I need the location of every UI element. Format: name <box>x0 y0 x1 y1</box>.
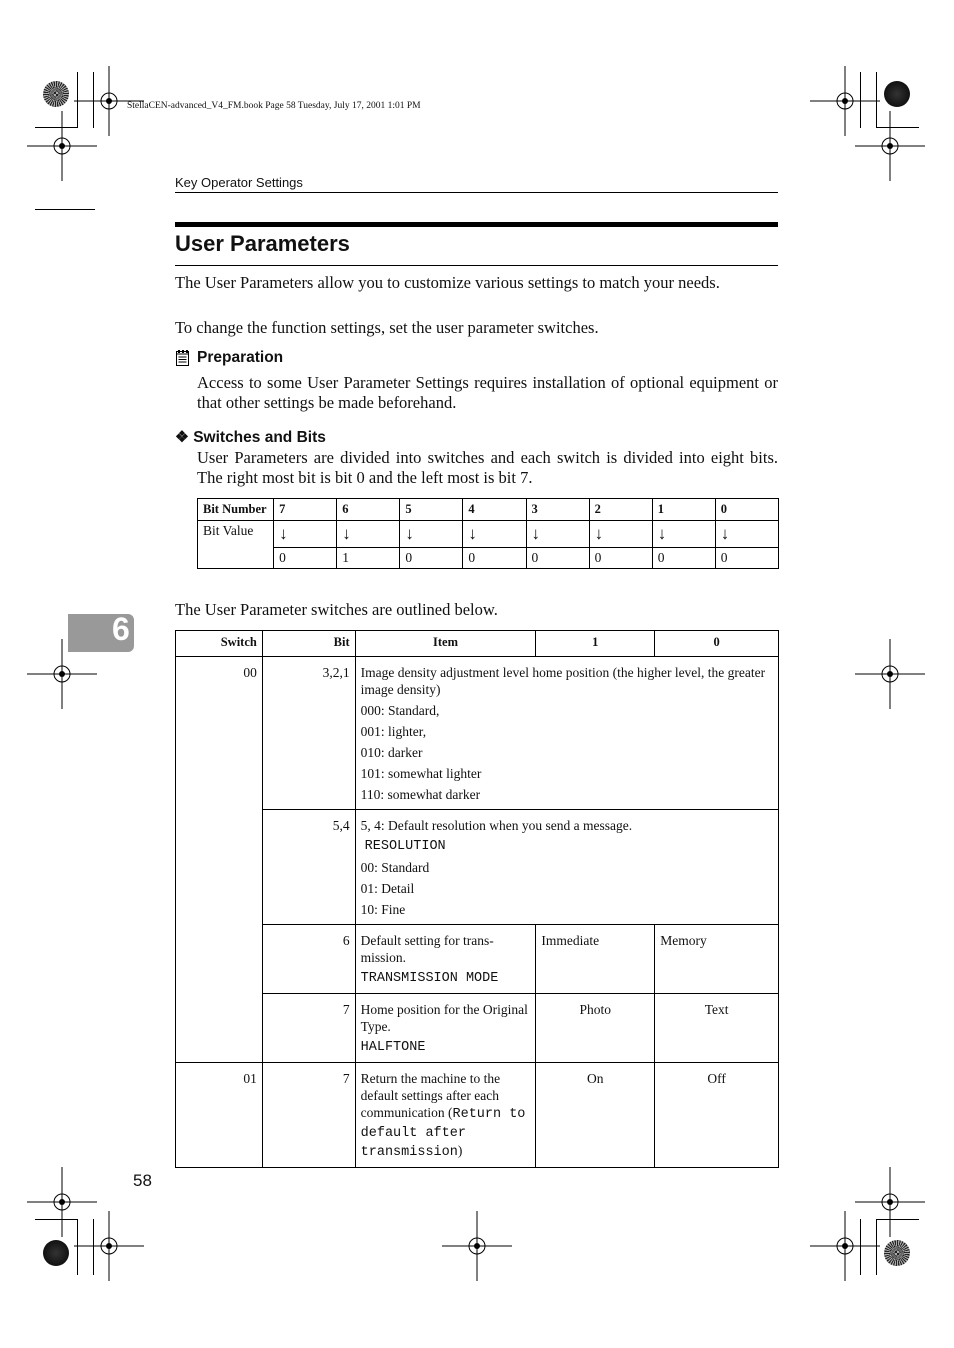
switch-cell: 00 <box>176 657 263 1063</box>
bit-header: 7 <box>274 499 337 521</box>
value-0-cell: Off <box>655 1063 779 1168</box>
value-1-cell: Photo <box>536 994 655 1063</box>
down-arrow-icon: ↓ <box>463 521 526 548</box>
registration-crosshair-icon <box>442 1211 512 1281</box>
switches-and-bits-text: User Parameters are divided into switches and each switch is divided into eight bits. The right most bit is bit 0 and the left most is bit 7. <box>197 448 778 487</box>
item-setting-name: Return to default after transmission <box>360 1107 526 1160</box>
item-setting-name: HALFTONE <box>360 1040 426 1055</box>
bit-cell: 5,4 <box>262 810 355 925</box>
switch-column-header: Switch <box>176 631 263 657</box>
bit-number-row <box>198 499 779 521</box>
registration-crosshair-icon <box>855 639 925 709</box>
table-row <box>176 810 779 925</box>
item-option: 110: somewhat darker <box>360 787 481 802</box>
registration-crosshair-icon <box>74 1211 144 1281</box>
bit-cell: 7 <box>262 994 355 1063</box>
chapter-number: 6 <box>112 611 130 647</box>
switch-table <box>175 630 779 1168</box>
item-cell <box>355 994 536 1063</box>
page-title: User Parameters <box>175 231 350 256</box>
bit-value-label: Bit Value <box>198 521 274 569</box>
intro-paragraph: To change the function settings, set the user parameter switches. <box>175 318 599 337</box>
value-0-cell: Text <box>655 994 779 1063</box>
switches-and-bits-heading: ❖ Switches and Bits <box>175 429 326 446</box>
item-setting-name: RESOLUTION <box>364 839 446 854</box>
item-option: 000: Standard, <box>360 703 440 718</box>
bit-value: 0 <box>526 548 589 569</box>
item-option: 010: darker <box>360 745 423 760</box>
title-bar <box>175 222 778 227</box>
bit-value: 0 <box>589 548 652 569</box>
down-arrow-icon: ↓ <box>526 521 589 548</box>
bit-header: 6 <box>337 499 400 521</box>
item-description: 5, 4: Default resolution when you send a message. <box>360 818 633 833</box>
bit-header: 3 <box>526 499 589 521</box>
running-header: Key Operator Settings <box>175 175 303 190</box>
preparation-heading <box>175 349 283 367</box>
bit-value: 0 <box>400 548 463 569</box>
table-row <box>176 994 779 1063</box>
bit-arrow-row <box>198 521 779 548</box>
registration-crosshair-icon <box>810 1211 880 1281</box>
table-row <box>176 1063 779 1168</box>
bit-table <box>197 498 779 569</box>
bit-column-header: Bit <box>262 631 355 657</box>
notepad-icon <box>175 349 191 367</box>
value-0-cell: Memory <box>655 925 779 994</box>
bit-header: 2 <box>589 499 652 521</box>
item-description-end: ) <box>457 1143 463 1158</box>
title-rule <box>175 265 778 266</box>
table-row <box>176 925 779 994</box>
preparation-heading-label: Preparation <box>197 349 284 366</box>
table-row <box>176 657 779 810</box>
item-option: 10: Fine <box>360 902 406 917</box>
bit-cell: 6 <box>262 925 355 994</box>
item-description: Return the machine to the default settings after each communication ( <box>360 1071 501 1120</box>
down-arrow-icon: ↓ <box>400 521 463 548</box>
value-1-column-header: 1 <box>536 631 655 657</box>
intro-paragraph: The User Parameters allow you to customize various settings to match your needs. <box>175 273 720 292</box>
bit-header: 4 <box>463 499 526 521</box>
book-info-line: StellaCEN-advanced_V4_FM.book Page 58 Tuesday, July 17, 2001 1:01 PM <box>127 101 421 111</box>
registration-crosshair-icon <box>855 111 925 181</box>
switch-cell: 01 <box>176 1063 263 1168</box>
item-option: 00: Standard <box>360 860 430 875</box>
down-arrow-icon: ↓ <box>337 521 400 548</box>
down-arrow-icon: ↓ <box>274 521 337 548</box>
item-cell <box>355 810 778 925</box>
value-1-cell: Immediate <box>536 925 655 994</box>
registration-crosshair-icon <box>27 111 97 181</box>
color-rosette-icon <box>43 1240 69 1266</box>
bit-value: 0 <box>463 548 526 569</box>
item-description: Default setting for trans-mission. <box>360 933 494 965</box>
preparation-text: Access to some User Parameter Settings requires installation of optional equipment or that other settings be made beforehand. <box>197 373 778 412</box>
bit-value: 0 <box>652 548 715 569</box>
bit-value: 1 <box>337 548 400 569</box>
bit-header: 0 <box>715 499 778 521</box>
value-0-column-header: 0 <box>655 631 779 657</box>
bit-cell: 7 <box>262 1063 355 1168</box>
bit-value-row <box>198 548 779 569</box>
item-description: Image density adjustment level home position (the higher level, the greater image density) <box>360 665 766 697</box>
down-arrow-icon: ↓ <box>715 521 778 548</box>
value-1-cell: On <box>536 1063 655 1168</box>
bit-header: 1 <box>652 499 715 521</box>
down-arrow-icon: ↓ <box>652 521 715 548</box>
bit-cell: 3,2,1 <box>262 657 355 810</box>
down-arrow-icon: ↓ <box>589 521 652 548</box>
item-setting-name: TRANSMISSION MODE <box>360 971 499 986</box>
bit-number-label: Bit Number <box>198 499 274 521</box>
item-option: 101: somewhat lighter <box>360 766 482 781</box>
item-cell <box>355 925 536 994</box>
bit-header: 5 <box>400 499 463 521</box>
switch-table-header <box>176 631 779 657</box>
page-number: 58 <box>133 1171 152 1190</box>
item-column-header: Item <box>355 631 536 657</box>
outline-text: The User Parameter switches are outlined below. <box>175 600 498 619</box>
bit-value: 0 <box>715 548 778 569</box>
item-cell <box>355 657 778 810</box>
header-rule <box>175 192 778 193</box>
item-cell <box>355 1063 536 1168</box>
color-rosette-icon <box>884 81 910 107</box>
item-option: 001: lighter, <box>360 724 427 739</box>
color-rosette-icon <box>43 81 69 107</box>
item-description: Home position for the Original Type. <box>360 1002 528 1034</box>
bit-value: 0 <box>274 548 337 569</box>
item-option: 01: Detail <box>360 881 415 896</box>
color-rosette-icon <box>884 1240 910 1266</box>
